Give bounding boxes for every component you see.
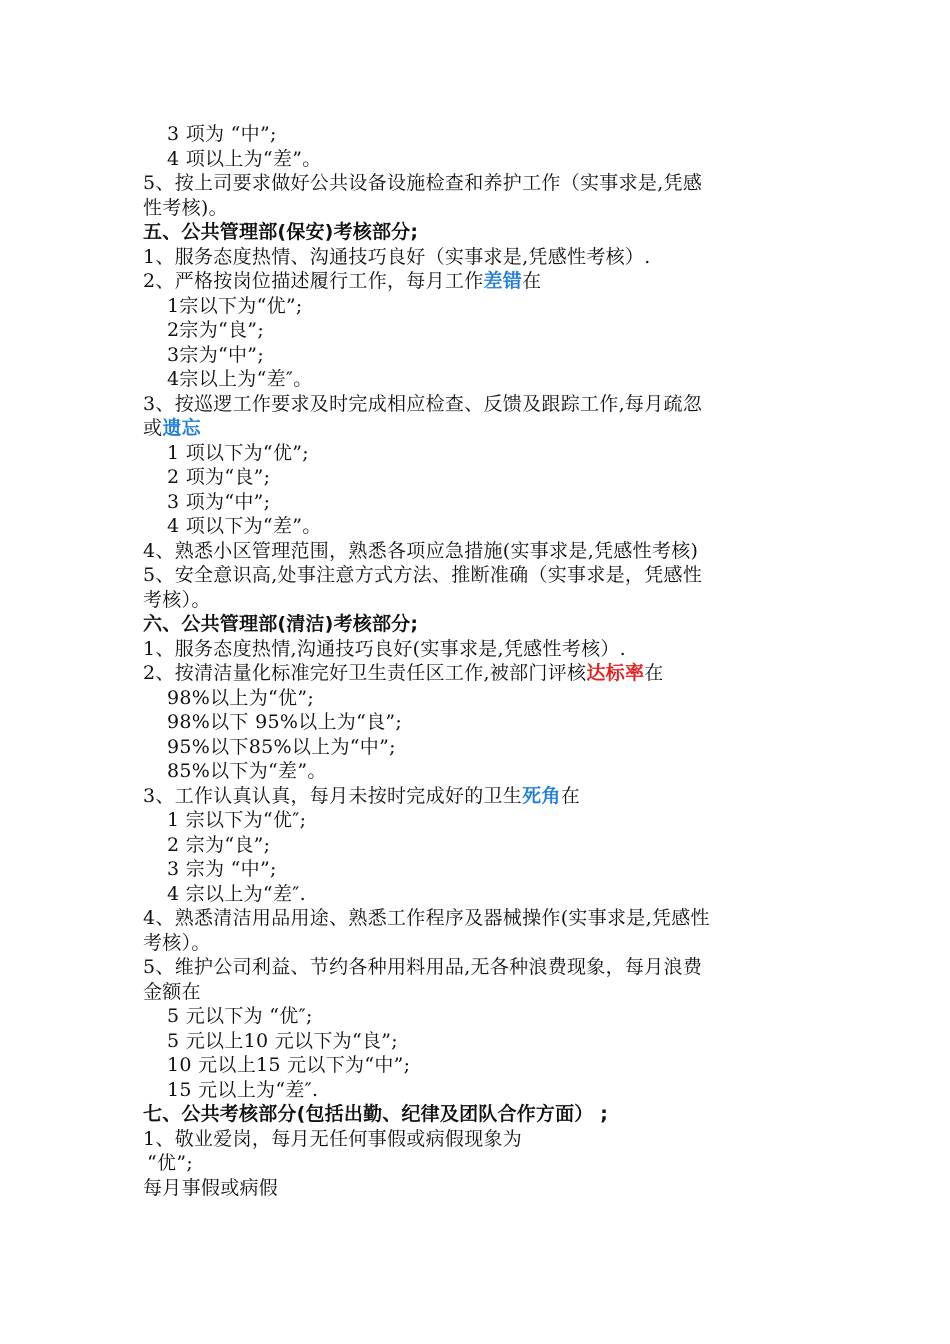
text-line: 5、按上司要求做好公共设备设施检查和养护工作（实事求是,凭感 (143, 172, 703, 194)
text-line: 5、安全意识高,处事注意方式方法、推断准确（实事求是，凭感性 (143, 564, 703, 586)
line-text: 在 (644, 662, 664, 684)
text-line: 3 宗为 “中”; (167, 858, 277, 880)
text-line: 每月事假或病假 (143, 1176, 279, 1199)
text-line: 3 项为 “中”; (167, 123, 277, 145)
text-line: 考核）。 (143, 931, 211, 954)
text-line: 2宗为“良”; (167, 319, 265, 341)
text-line: 3、按巡逻工作要求及时完成相应检查、反馈及跟踪工作,每月疏忽 (143, 392, 703, 415)
line-text: 在 (522, 270, 542, 292)
highlight-text: 差错 (483, 270, 523, 292)
line-text: 2、按清洁量化标准完好卫生责任区工作,被部门评核 (143, 662, 587, 684)
text-line: 4 项以下为“差”。 (167, 515, 322, 537)
text-line: 3宗为“中”; (167, 343, 265, 366)
text-line: 95%以下85%以上为“中”; (167, 735, 396, 758)
line-text: 或 (143, 417, 163, 439)
text-line: 1 宗以下为“优″; (167, 809, 307, 831)
text-line: 98%以上为“优”; (167, 686, 315, 709)
text-line: 金额在 (143, 980, 201, 1003)
text-line: 98%以下 95%以上为“良”; (167, 711, 403, 733)
line-text: 2、严格按岗位描述履行工作，每月工作 (143, 270, 484, 292)
highlight-text: 达标率 (586, 662, 645, 684)
text-line: 4 宗以上为“差″. (167, 882, 306, 905)
text-line: 5、维护公司利益、节约各种用料用品,无各种浪费现象，每月浪费 (143, 956, 703, 978)
text-line-with-highlight (143, 661, 813, 686)
text-line: 1、服务态度热情、沟通技巧良好（实事求是,凭感性考核）. (143, 245, 651, 268)
text-line: 4、熟悉小区管理范围，熟悉各项应急措施(实事求是,凭感性考核) (143, 539, 699, 562)
text-line: 15 元以上为“差″. (167, 1078, 319, 1101)
text-line: 2 宗为“良”; (167, 833, 271, 856)
text-line: 85%以下为“差”。 (167, 760, 327, 782)
text-line: “优”; (147, 1152, 194, 1174)
section-heading-cleaning: 六、公共管理部(清洁)考核部分; (143, 613, 419, 635)
text-line: 1、敬业爱岗，每月无任何事假或病假现象为 (143, 1127, 523, 1150)
text-line: 4宗以上为“差″。 (167, 368, 313, 390)
text-line: 4 项以上为“差”。 (167, 147, 322, 170)
text-line: 考核）。 (143, 588, 211, 611)
text-line: 5 元以上10 元以下为“良”; (167, 1029, 398, 1052)
text-line: 性考核)。 (143, 196, 228, 219)
text-line: 1、服务态度热情,沟通技巧良好(实事求是,凭感性考核）. (143, 637, 627, 660)
text-line: 3 项为“中”; (167, 490, 271, 513)
highlight-text: 死角 (522, 784, 561, 807)
line-text: 3、工作认真认真，每月未按时完成好的卫生 (143, 784, 523, 807)
text-line: 1宗以下为“优”; (167, 294, 303, 317)
line-text: 在 (560, 784, 581, 807)
text-line: 2 项为“良”; (167, 466, 271, 488)
text-line: 4、熟悉清洁用品用途、熟悉工作程序及器械操作(实事求是,凭感性 (143, 907, 710, 929)
text-line: 10 元以上15 元以下为“中”; (167, 1054, 411, 1076)
text-line-with-highlight (143, 416, 813, 441)
text-line-with-highlight (143, 269, 813, 294)
highlight-text: 遗忘 (162, 417, 201, 439)
section-heading-general: 七、公共考核部分(包括出勤、纪律及团队合作方面） ; (143, 1103, 609, 1125)
document-body (143, 122, 813, 1200)
section-heading-security: 五、公共管理部(保安)考核部分; (143, 221, 419, 243)
text-line: 1 项以下为“优”; (167, 441, 309, 464)
text-line-with-highlight (143, 784, 813, 809)
text-line: 5 元以下为 “优″; (167, 1005, 313, 1027)
